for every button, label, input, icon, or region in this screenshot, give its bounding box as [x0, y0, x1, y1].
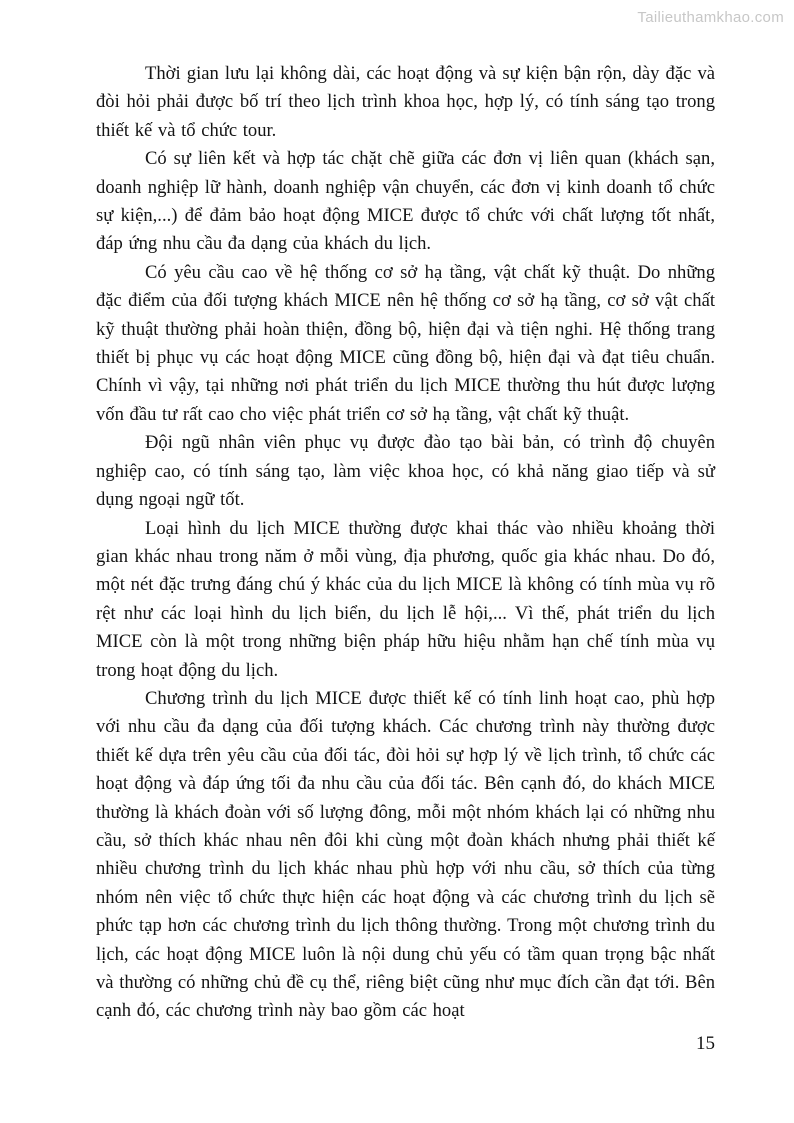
- paragraph: Đội ngũ nhân viên phục vụ được đào tạo bài bản, có trình độ chuyên nghiệp cao, có tính sáng tạo, làm việc khoa học, có khả năng giao tiếp và sử dụng ngoại ngữ tốt.: [96, 432, 715, 511]
- watermark: Tailieuthamkhao.com: [637, 9, 784, 26]
- document-body: [96, 60, 715, 1026]
- paragraph: Loại hình du lịch MICE thường được khai thác vào nhiều khoảng thời gian khác nhau trong năm ở mỗi vùng, địa phương, quốc gia khác nhau. Do đó, một nét đặc trưng đáng chú ý khác của du lịch MICE là không có tính mùa vụ rõ rệt như các loại hình du lịch biển, du lịch lễ hội,... Vì thế, phát triển du lịch MICE còn là một trong những biện pháp hữu hiệu nhằm hạn chế tính mùa vụ trong hoạt động du lịch.: [96, 517, 715, 681]
- paragraph: Chương trình du lịch MICE được thiết kế có tính linh hoạt cao, phù hợp với nhu cầu đa dạng của đối tượng khách. Các chương trình này thường được thiết kế dựa trên yêu cầu của đối tác, đòi hỏi sự hợp lý về lịch trình, tổ chức các hoạt động và đáp ứng tối đa nhu cầu của đối tác. Bên cạnh đó, do khách MICE thường là khách đoàn với số lượng đông, mỗi một nhóm khách lại có những nhu cầu, sở thích khác nhau nên đôi khi cùng một đoàn khách nhưng phải thiết kế nhiều chương trình du lịch khác nhau phù hợp với nhu cầu, sở thích của từng nhóm nên việc tổ chức thực hiện các hoạt động và các chương trình du lịch sẽ phức tạp hơn các chương trình du lịch thông thường. Trong một chương trình du lịch, các hoạt động MICE luôn là nội dung chủ yếu có tầm quan trọng bậc nhất và thường có những chủ đề cụ thể, riêng biệt cũng như mục đích cần đạt tới. Bên cạnh đó, các chương trình này bao gồm các hoạt: [96, 687, 715, 1022]
- page-number: 15: [696, 1033, 715, 1054]
- paragraph: Thời gian lưu lại không dài, các hoạt động và sự kiện bận rộn, dày đặc và đòi hỏi phải được bố trí theo lịch trình khoa học, hợp lý, có tính sáng tạo trong thiết kế và tổ chức tour.: [96, 63, 715, 141]
- paragraph: Có sự liên kết và hợp tác chặt chẽ giữa các đơn vị liên quan (khách sạn, doanh nghiệp lữ hành, doanh nghiệp vận chuyển, các đơn vị kinh doanh tổ chức sự kiện,...) để đảm bảo hoạt động MICE được tổ chức với chất lượng tốt nhất, đáp ứng nhu cầu đa dạng của khách du lịch.: [96, 148, 715, 255]
- paragraph: Có yêu cầu cao về hệ thống cơ sở hạ tầng, vật chất kỹ thuật. Do những đặc điểm của đối tượng khách MICE nên hệ thống cơ sở hạ tầng, cơ sở vật chất kỹ thuật thường phải hoàn thiện, đồng bộ, hiện đại và tiện nghi. Hệ thống trang thiết bị phục vụ các hoạt động MICE cũng đồng bộ, hiện đại và đạt tiêu chuẩn. Chính vì vậy, tại những nơi phát triển du lịch MICE thường thu hút được lượng vốn đầu tư rất cao cho việc phát triển cơ sở hạ tầng, vật chất kỹ thuật.: [96, 261, 715, 425]
